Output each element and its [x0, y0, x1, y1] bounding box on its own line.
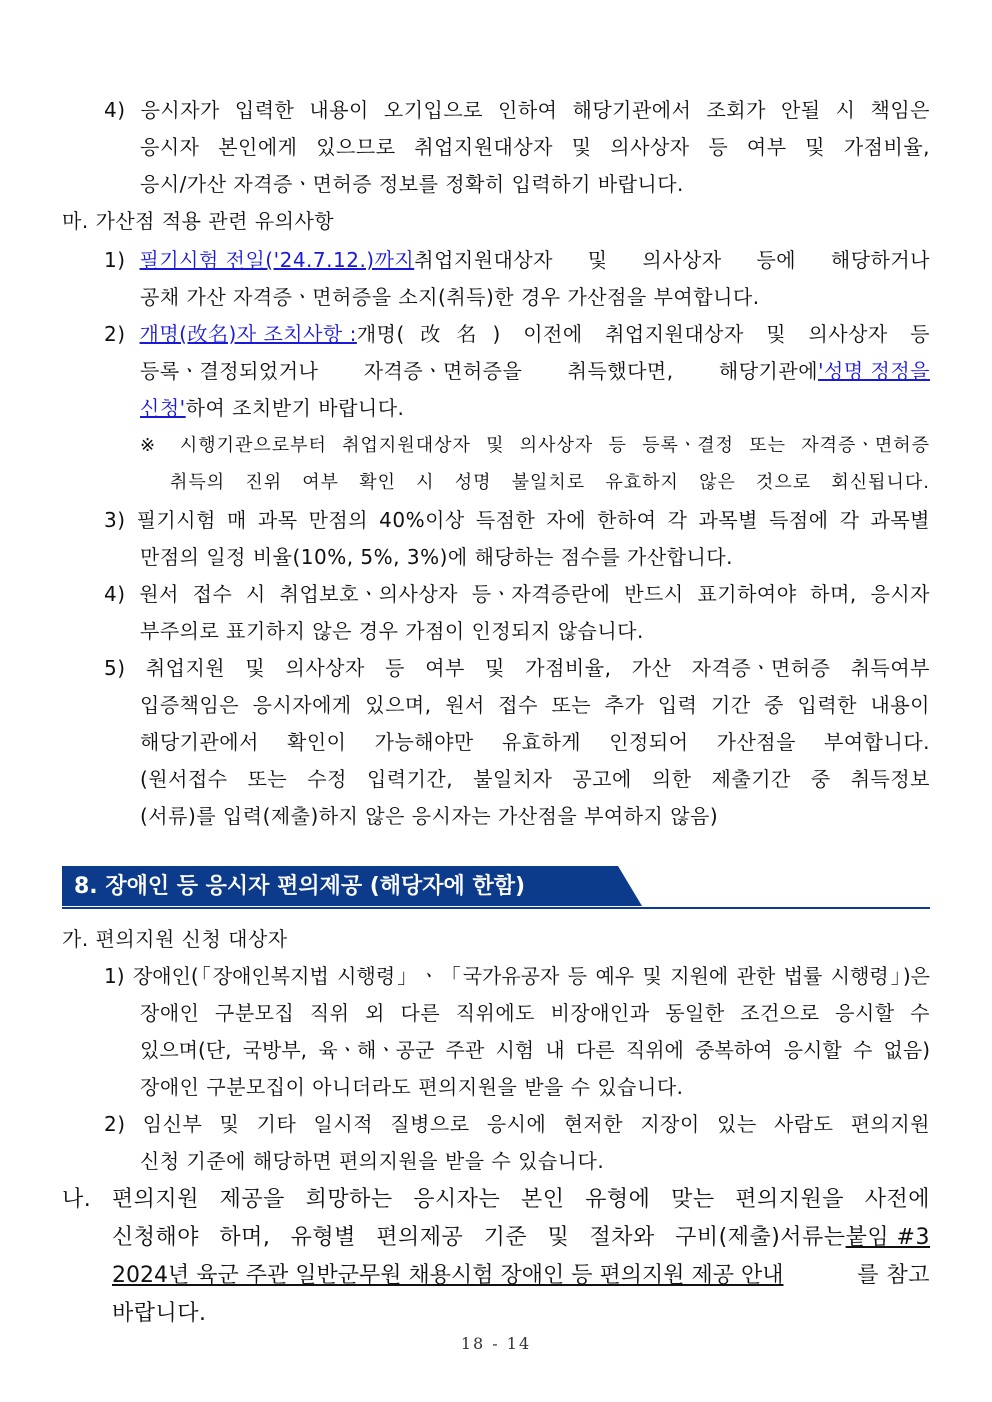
ga-item-2-line-1: 2) 임신부 및 기타 일시적 질병으로 응시에 현저한 지장이 있는 사람도 편의지원: [104, 1112, 930, 1136]
section-ga-heading: 가. 편의지원 신청 대상자: [62, 927, 288, 951]
ma-item-5-line-2: 입증책임은 응시자에게 있으며, 원서 접수 또는 추가 입력 기간 중 입력한 내용이: [140, 693, 930, 717]
ga-item-2-line-2: 신청 기준에 해당하면 편의지원을 받을 수 있습니다.: [140, 1149, 605, 1173]
ma-item-5-line-5: (서류)를 입력(제출)하지 않은 응시자는 가산점을 부여하지 않음): [140, 804, 719, 828]
ma-item-5-line-1: 5) 취업지원 및 의사상자 등 여부 및 가점비율, 가산 자격증ㆍ면허증 취득여부: [104, 656, 930, 680]
section-ma-heading: 마. 가산점 적용 관련 유의사항: [62, 209, 335, 233]
ma-item-3-line-1: 3) 필기시험 매 과목 만점의 40%이상 득점한 자에 한하여 각 과목별 득점에 각 과목별: [104, 508, 930, 532]
section-na-line-1: 나. 편의지원 제공을 희망하는 응시자는 본인 유형에 맞는 편의지원을 사전에: [62, 1187, 930, 1212]
rename-measure-link[interactable]: 개명(改名)자 조치사항 :: [139, 322, 357, 346]
ga-item-1-line-2: 장애인 구분모집 직위 외 다른 직위에도 비장애인과 동일한 조건으로 응시할 수: [140, 1001, 930, 1025]
item-number: 2): [104, 322, 126, 346]
ma-item-5-line-4: (원서접수 또는 수정 입력기간, 불일치자 공고에 의한 제출기간 중 취득정보: [140, 767, 930, 791]
ma-item-2-text-3: 하여 조치받기 바랍니다.: [185, 396, 405, 420]
name-correction-link[interactable]: '성명 정정을: [818, 359, 930, 383]
note-line-2: 취득의 진위 여부 확인 시 성명 불일치로 유효하지 않은 것으로 회신됩니다.: [170, 472, 930, 493]
name-correction-link-cont[interactable]: 신청': [140, 396, 186, 420]
ma-item-5-line-3: 해당기관에서 확인이 가능해야만 유효하게 인정되어 가산점을 부여합니다.: [140, 730, 930, 754]
item-4-line-1: 4) 응시자가 입력한 내용이 오기입으로 인하여 해당기관에서 조회가 안될 시 책임은: [104, 98, 930, 122]
ma-item-4-line-1: 4) 원서 접수 시 취업보호ㆍ의사상자 등ㆍ자격증란에 반드시 표기하여야 하며, 응시자: [104, 582, 930, 606]
na-text-3: 를 참고: [857, 1263, 930, 1288]
ma-item-2-text-2: 등록ㆍ결정되었거나 자격증ㆍ면허증을 취득했다면, 해당기관에: [140, 359, 819, 383]
note-line-1: ※ 시행기관으로부터 취업지원대상자 및 의사상자 등 등록ㆍ결정 또는 자격증ㆍ면허증: [140, 435, 930, 456]
ma-item-2-text: 개명(改名) 이전에 취업지원대상자 및 의사상자 등: [356, 322, 930, 346]
item-4-line-2: 응시자 본인에게 있으므로 취업지원대상자 및 의사상자 등 여부 및 가점비율,: [140, 135, 930, 159]
attachment-title: 2024년 육군 주관 일반군무원 채용시험 장애인 등 편의지원 제공 안내: [112, 1263, 784, 1288]
section-na-line-2: [112, 1222, 930, 1254]
ma-item-2-line-3: [140, 394, 404, 422]
section-8-title: 8. 장애인 등 응시자 편의제공 (해당자에 한함): [74, 874, 526, 899]
ma-item-3-line-2: 만점의 일정 비율(10%, 5%, 3%)에 해당하는 점수를 가산합니다.: [140, 545, 733, 569]
section-na-line-3: [112, 1260, 930, 1292]
ga-item-1-line-4: 장애인 구분모집이 아니더라도 편의지원을 받을 수 있습니다.: [140, 1075, 684, 1099]
ma-item-1-line-2: 공채 가산 자격증ㆍ면허증을 소지(취득)한 경우 가산점을 부여합니다.: [140, 285, 760, 309]
na-text-2: 신청해야 하며, 유형별 편의제공 기준 및 절차와 구비(제출)서류는: [112, 1225, 846, 1250]
ma-item-2-line-2: [140, 357, 930, 385]
ma-item-4-line-2: 부주의로 표기하지 않은 경우 가점이 인정되지 않습니다.: [140, 619, 644, 643]
ma-item-1-text: 취업지원대상자 및 의사상자 등에 해당하거나: [414, 248, 930, 272]
section-na-line-4: 바랍니다.: [112, 1301, 207, 1326]
ga-item-1-line-1: 1) 장애인(「장애인복지법 시행령」ㆍ「국가유공자 등 예우 및 지원에 관한 법률 시행령」)은: [104, 964, 930, 988]
ma-item-2-line-1: [104, 320, 930, 348]
exam-date-link[interactable]: 필기시험 전일('24.7.12.)까지: [139, 248, 415, 272]
attachment-ref: 붙임 #3: [845, 1225, 930, 1250]
item-4-line-3: 응시/가산 자격증ㆍ면허증 정보를 정확히 입력하기 바랍니다.: [140, 172, 684, 196]
item-number: 1): [104, 248, 126, 272]
ma-item-1-line-1: [104, 246, 930, 274]
section-8-header: [62, 866, 930, 910]
page-number: 18 - 14: [460, 1334, 532, 1353]
ga-item-1-line-3: 있으며(단, 국방부, 육ㆍ해ㆍ공군 주관 시험 내 다른 직위에 중복하여 응시할 수 없음): [140, 1038, 930, 1062]
